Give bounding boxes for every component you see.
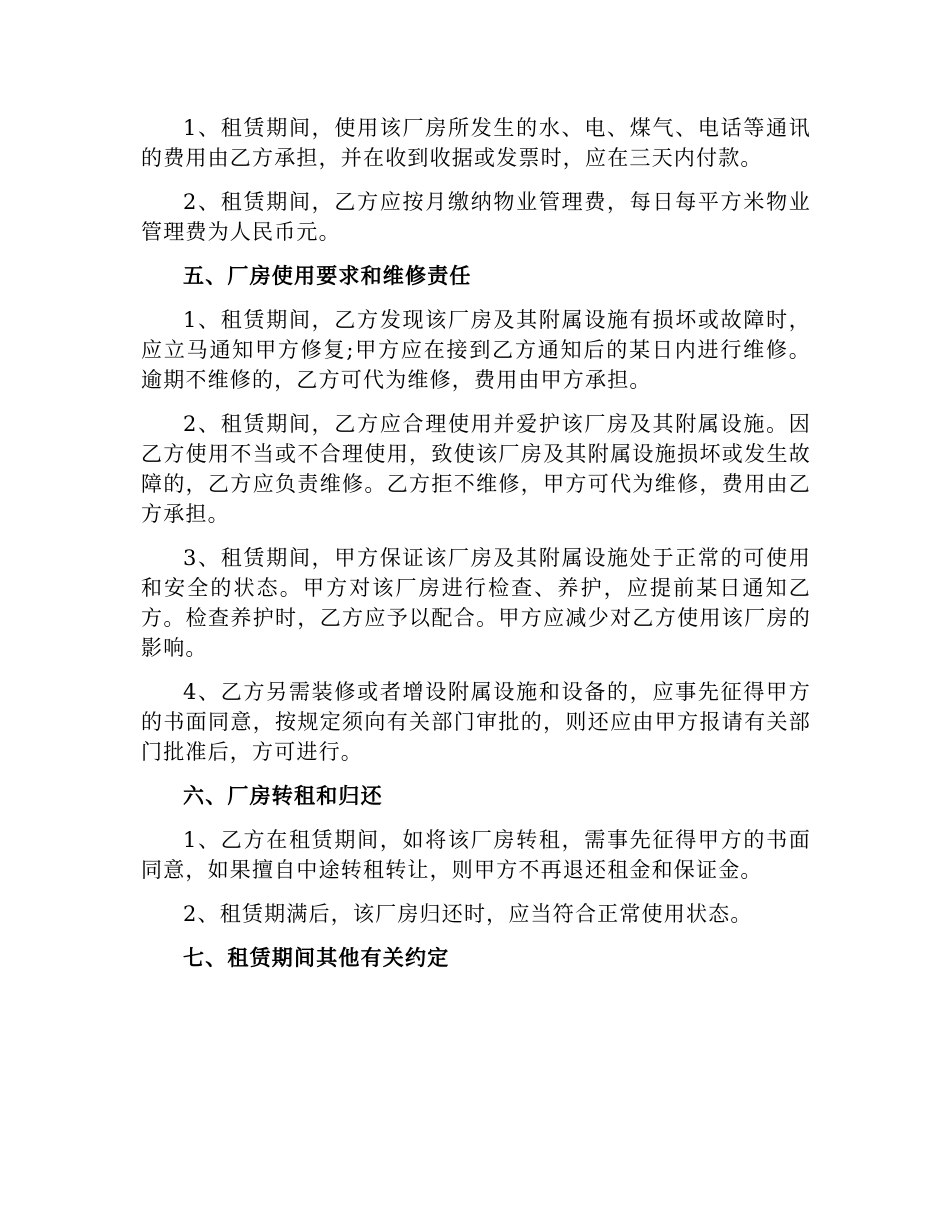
clause-6-1-paragraph: 1、乙方在租赁期间，如将该厂房转租，需事先征得甲方的书面同意，如果擅自中途转租转让，则甲方不再退还租金和保证金。: [141, 828, 811, 882]
clause-4-1-paragraph: 1、租赁期间，使用该厂房所发生的水、电、煤气、电话等通讯的费用由乙方承担，并在收到收据或发票时，应在三天内付款。: [141, 116, 811, 170]
section-5-heading: 五、厂房使用要求和维修责任: [183, 263, 472, 288]
section-7-heading: 七、租赁期间其他有关约定: [183, 945, 450, 970]
document-body: [141, 113, 811, 987]
clause-4-2-paragraph: 2、租赁期间，乙方应按月缴纳物业管理费，每日每平方米物业管理费为人民币元。: [141, 190, 811, 244]
clause-5-2-paragraph: 2、租赁期间，乙方应合理使用并爱护该厂房及其附属设施。因乙方使用不当或不合理使用，致使该厂房及其附属设施损坏或发生故障的，乙方应负责维修。乙方拒不维修，甲方可代为维修，费用由乙方承担。: [141, 412, 811, 526]
clause-5-3-paragraph: 3、租赁期间，甲方保证该厂房及其附属设施处于正常的可使用和安全的状态。甲方对该厂房进行检查、养护，应提前某日通知乙方。检查养护时，乙方应予以配合。甲方应减少对乙方使用该厂房的影响。: [141, 546, 811, 660]
section-6-heading: 六、厂房转租和归还: [183, 783, 383, 808]
clause-5-1-paragraph: 1、租赁期间，乙方发现该厂房及其附属设施有损坏或故障时，应立马通知甲方修复;甲方应在接到乙方通知后的某日内进行维修。逾期不维修的，乙方可代为维修，费用由甲方承担。: [141, 308, 811, 392]
clause-5-4-paragraph: 4、乙方另需装修或者增设附属设施和设备的，应事先征得甲方的书面同意，按规定须向有关部门审批的，则还应由甲方报请有关部门批准后，方可进行。: [141, 680, 811, 764]
clause-6-2-paragraph: 2、租赁期满后，该厂房归还时，应当符合正常使用状态。: [183, 902, 753, 926]
